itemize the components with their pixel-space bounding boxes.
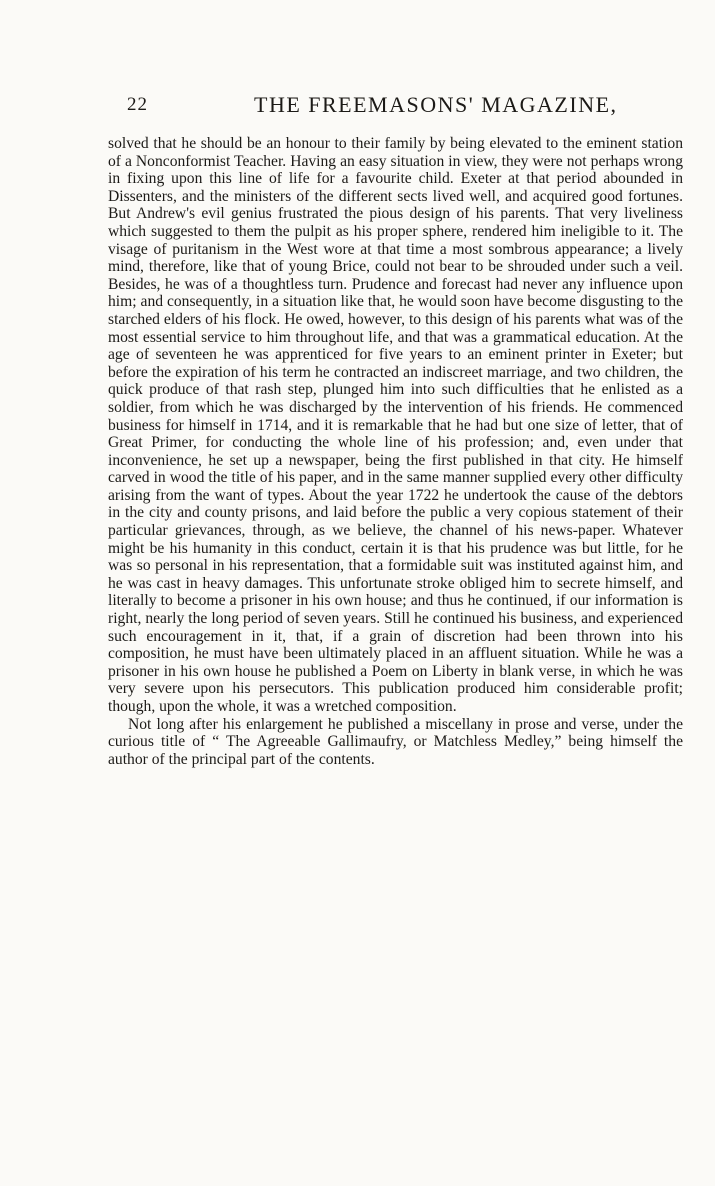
page-header (127, 92, 682, 122)
article-body (108, 135, 683, 768)
paragraph-miscellany: Not long after his enlargement he published a miscellany in prose and verse, under the curious title of “ The Agreeable Gallimaufry, or Matchless Medley,” being himself the author of the principal part of the contents. (108, 715, 683, 768)
page-number: 22 (127, 94, 148, 115)
running-title: THE FREEMASONS' MAGAZINE, (254, 92, 618, 117)
paragraph-brice-biography: solved that he should be an honour to their family by being elevated to the eminent station of a Nonconformist Teacher. Having an easy situation in view, they were not perhaps wrong in fixing upon this line of life for a favourite child. Exeter at that period abounded in Dissenters, and the ministers of the different sects lived well, and acquired good fortunes. But Andrew's evil genius frustrated the pious design of his parents. That very liveliness which suggested to them the pulpit as his proper sphere, rendered him ineligible to it. The visage of puritanism in the West wore at that time a most sombrous appearance; a lively mind, therefore, like that of young Brice, could not bear to be shrouded under such a veil. Besides, he was of a thoughtless turn. Prudence and forecast had never any influence upon him; and consequently, in a situation like that, he would soon have become disgusting to the starched elders of his flock. He owed, however, to this design of his parents what was of the most essential service to him throughout life, and that was a grammatical education. At the age of seventeen he was apprenticed for five years to an eminent printer in Exeter; but before the expiration of his term he contracted an indiscreet marriage, and two children, the quick produce of that rash step, plunged him into such difficulties that he enlisted as a soldier, from which he was discharged by the intervention of his friends. He commenced business for himself in 1714, and it is remarkable that he had but one size of letter, that of Great Primer, for conducting the whole line of his profession; and, even under that inconvenience, he set up a newspaper, being the first published in that city. He himself carved in wood the title of his paper, and in the same manner supplied every other difficulty arising from the want of types. About the year 1722 he undertook the cause of the debtors in the city and county prisons, and laid before the public a very copious statement of their particular grievances, through, as we believe, the channel of his news-paper. Whatever might be his humanity in this conduct, certain it is that his prudence was but little, for he was so personal in his representation, that a formidable suit was instituted against him, and he was cast in heavy damages. This unfortunate stroke obliged him to secrete himself, and literally to become a prisoner in his own house; and thus he continued, if our information is right, nearly the long period of seven years. Still he continued his business, and experienced such encouragement in it, that, if a grain of discretion had been thrown into his composition, he must have been ultimately placed in an affluent situation. While he was a prisoner in his own house he published a Poem on Liberty in blank verse, in which he was very severe upon his persecutors. This publication produced him considerable profit; though, upon the whole, it was a wretched composition. (108, 135, 683, 715)
